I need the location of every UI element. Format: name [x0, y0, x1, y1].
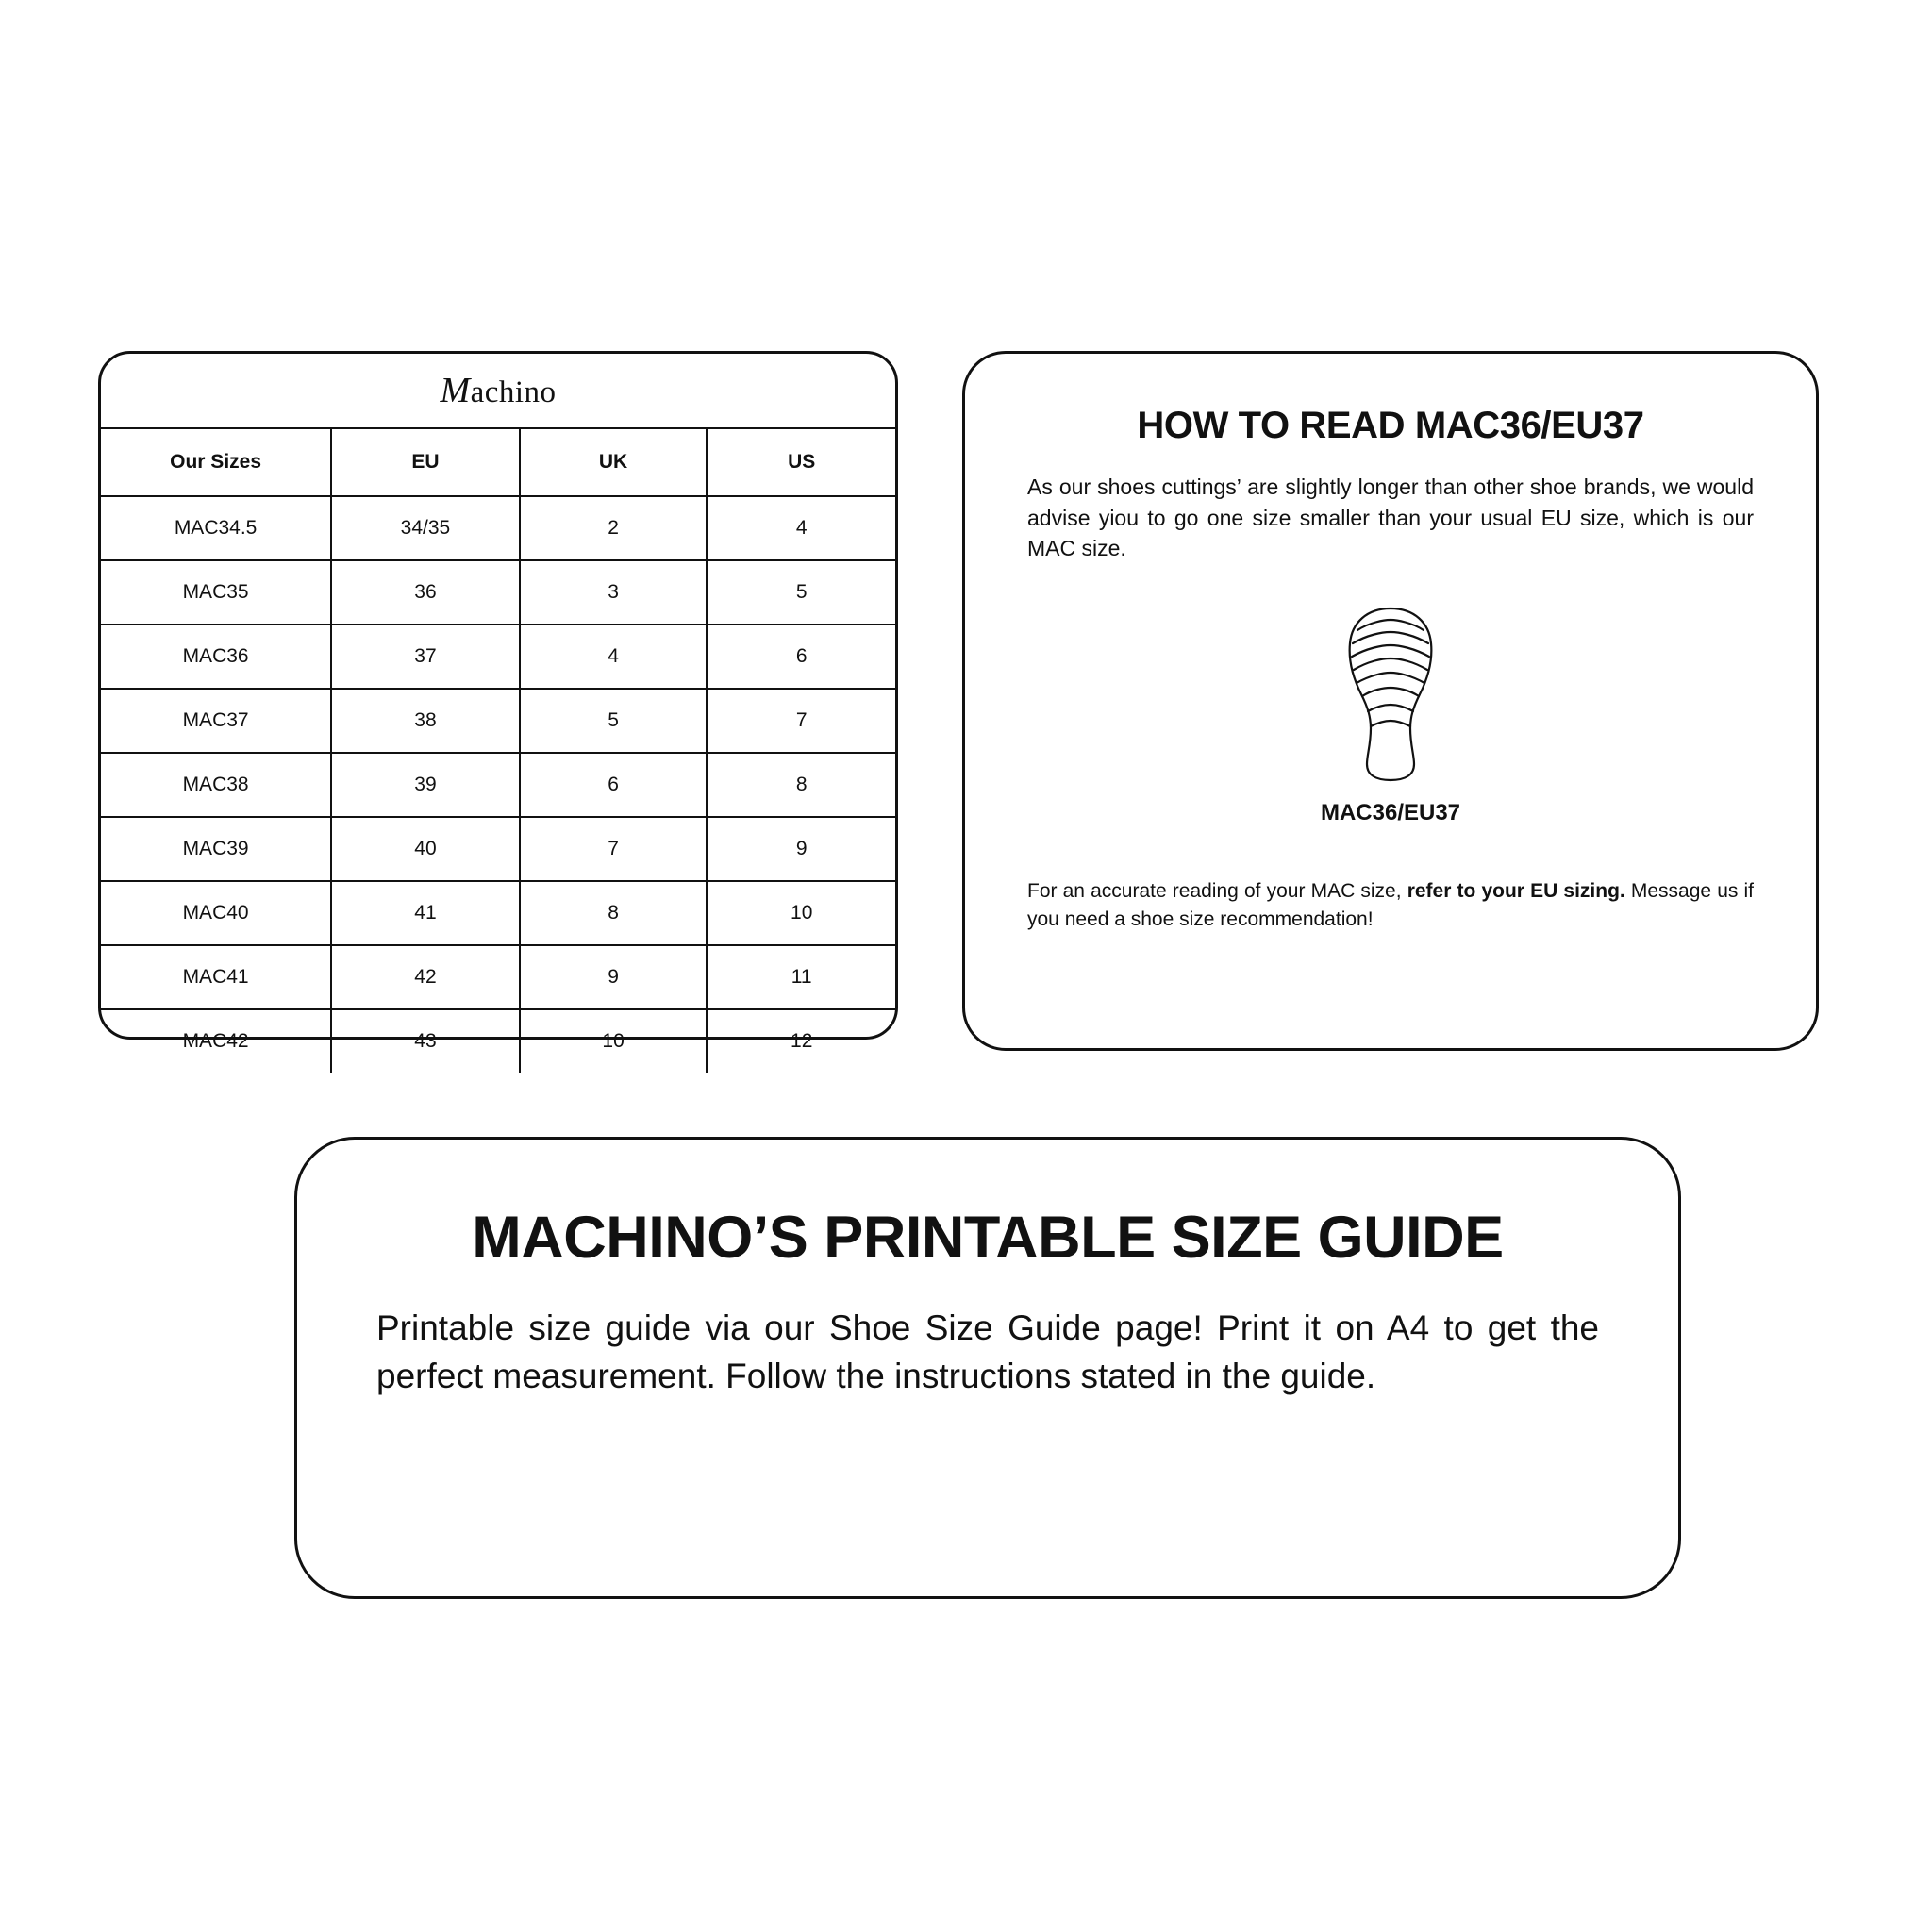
table-row: [101, 881, 895, 945]
cell-our-size: MAC42: [101, 1009, 331, 1073]
cell-uk: 5: [520, 689, 708, 753]
cell-our-size: MAC34.5: [101, 496, 331, 560]
table-row: [101, 625, 895, 689]
cell-us: 11: [707, 945, 895, 1009]
cell-eu: 41: [331, 881, 520, 945]
cell-us: 5: [707, 560, 895, 625]
cell-uk: 9: [520, 945, 708, 1009]
cell-our-size: MAC39: [101, 817, 331, 881]
logo-rest: achino: [470, 375, 557, 409]
table-row: [101, 560, 895, 625]
table-row: [101, 945, 895, 1009]
machino-logo: [440, 370, 556, 411]
cell-our-size: MAC37: [101, 689, 331, 753]
cell-uk: 2: [520, 496, 708, 560]
printable-guide-title: MACHINO’S PRINTABLE SIZE GUIDE: [472, 1205, 1504, 1271]
column-header-uk: UK: [520, 428, 708, 496]
shoe-sole-illustration-wrap: [1027, 604, 1754, 783]
cell-our-size: MAC36: [101, 625, 331, 689]
cell-uk: 4: [520, 625, 708, 689]
table-row: [101, 496, 895, 560]
cell-eu: 40: [331, 817, 520, 881]
printable-guide-body: Printable size guide via our Shoe Size Guide page! Print it on A4 to get the perfect measurement. Follow the instructions stated in the guide.: [376, 1308, 1599, 1396]
cell-uk: 10: [520, 1009, 708, 1073]
cell-uk: 3: [520, 560, 708, 625]
cell-our-size: MAC40: [101, 881, 331, 945]
column-header-us: US: [707, 428, 895, 496]
cell-our-size: MAC38: [101, 753, 331, 817]
table-header-row: [101, 428, 895, 496]
cell-eu: 38: [331, 689, 520, 753]
cell-us: 7: [707, 689, 895, 753]
column-header-our-sizes: Our Sizes: [101, 428, 331, 496]
how-to-read-title: HOW TO READ MAC36/EU37: [1137, 405, 1644, 446]
size-conversion-table: [101, 427, 895, 1073]
how-to-read-intro: As our shoes cuttings’ are slightly longer than other shoe brands, we would advise yiou to go one size smaller than your usual EU size, which is our MAC size.: [1027, 475, 1754, 561]
cell-us: 6: [707, 625, 895, 689]
table-row: [101, 753, 895, 817]
table-row: [101, 689, 895, 753]
cell-us: 10: [707, 881, 895, 945]
cell-eu: 34/35: [331, 496, 520, 560]
footer-text-part1: For an accurate reading of your MAC size,: [1027, 879, 1407, 902]
column-header-eu: EU: [331, 428, 520, 496]
cell-uk: 8: [520, 881, 708, 945]
cell-eu: 43: [331, 1009, 520, 1073]
size-chart-card: [98, 351, 898, 1052]
cell-uk: 6: [520, 753, 708, 817]
cell-us: 12: [707, 1009, 895, 1073]
cell-uk: 7: [520, 817, 708, 881]
cell-our-size: MAC35: [101, 560, 331, 625]
printable-size-guide-card: [294, 1137, 1681, 1599]
cell-our-size: MAC41: [101, 945, 331, 1009]
cell-eu: 39: [331, 753, 520, 817]
cell-eu: 37: [331, 625, 520, 689]
how-to-read-card: [962, 351, 1819, 1051]
cell-us: 8: [707, 753, 895, 817]
cell-us: 9: [707, 817, 895, 881]
how-to-read-footer: [1027, 877, 1754, 935]
footer-text-part2: Message us if you need a shoe size recommendation!: [1027, 879, 1755, 931]
table-row: [101, 1009, 895, 1073]
logo-initial: M: [440, 371, 471, 410]
cell-us: 4: [707, 496, 895, 560]
shoe-sole-icon: [1339, 604, 1442, 783]
sole-caption: MAC36/EU37: [1320, 799, 1461, 825]
cell-eu: 42: [331, 945, 520, 1009]
table-row: [101, 817, 895, 881]
cell-eu: 36: [331, 560, 520, 625]
footer-text-bold: refer to your EU sizing.: [1407, 879, 1625, 902]
brand-logo-row: [101, 354, 895, 427]
